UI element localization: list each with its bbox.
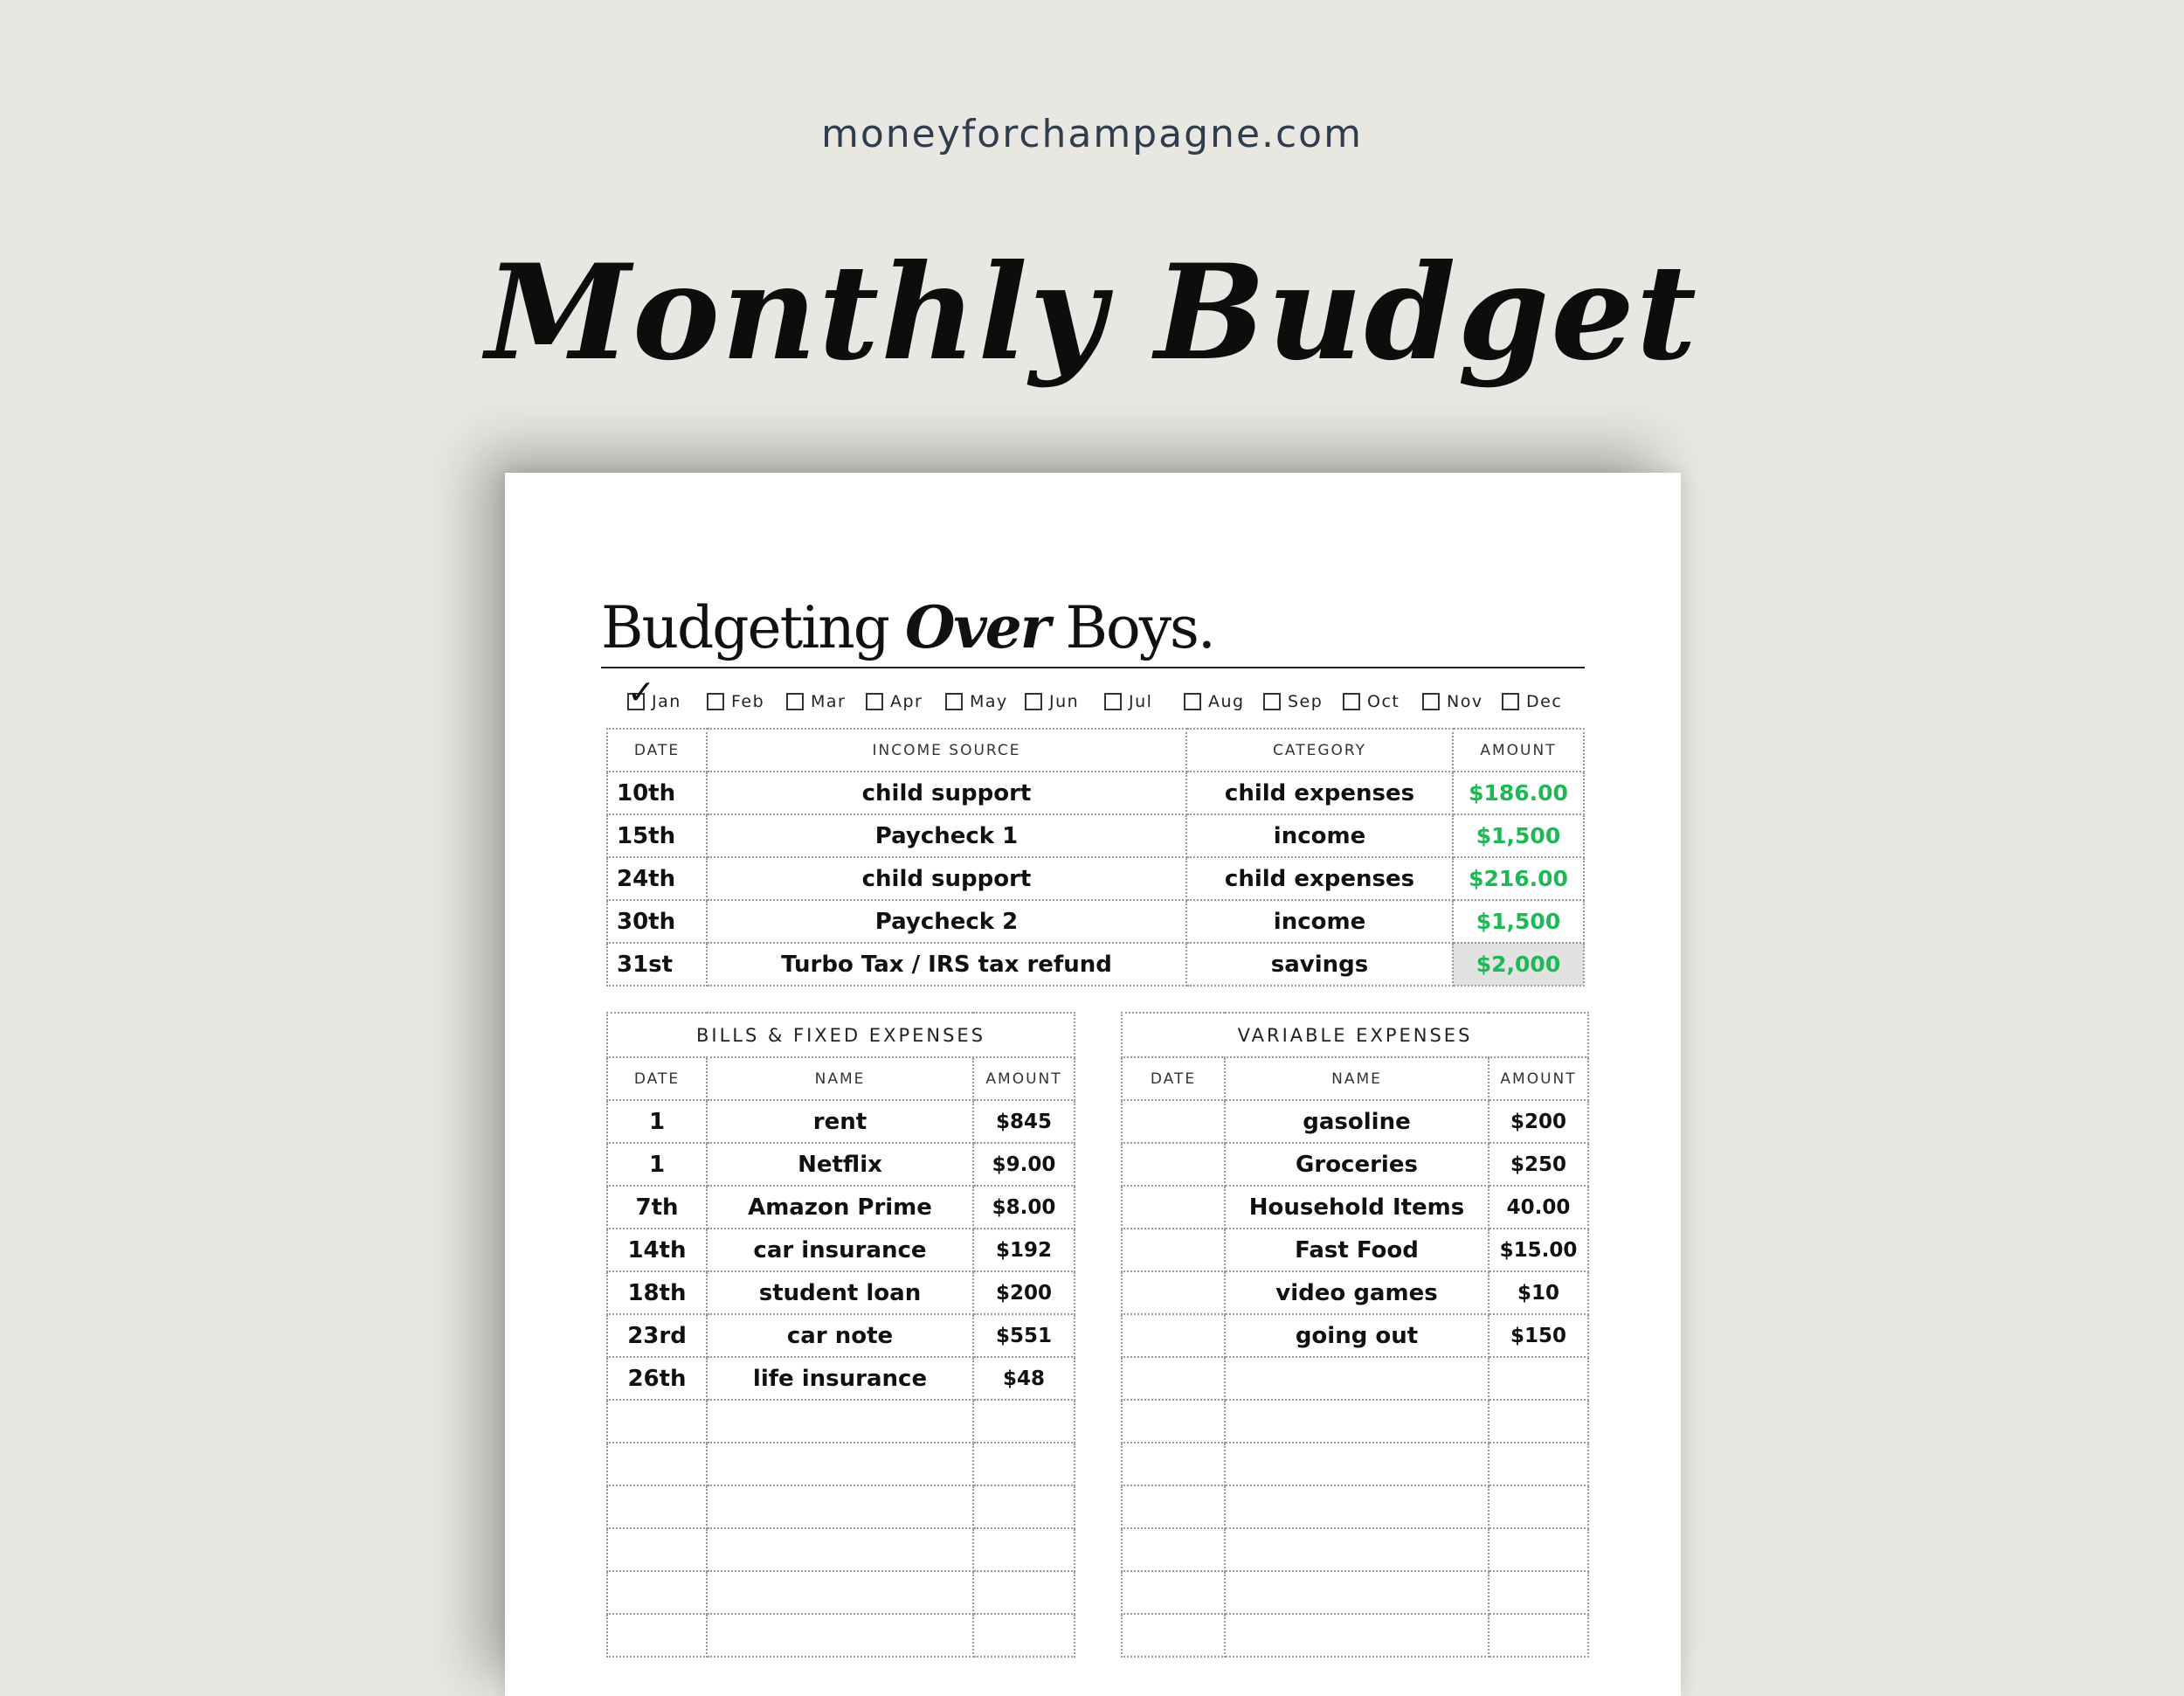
income-source-cell[interactable]: Paycheck 2	[707, 900, 1186, 943]
variable-amount-cell[interactable]	[1489, 1571, 1588, 1614]
variable-name-cell[interactable]: going out	[1225, 1314, 1489, 1357]
income-row	[607, 814, 1584, 857]
variable-row	[1122, 1400, 1588, 1443]
bills-name-cell[interactable]: life insurance	[707, 1357, 973, 1400]
bills-amount-cell[interactable]: $551	[973, 1314, 1075, 1357]
bills-row	[607, 1614, 1075, 1657]
income-amount-cell[interactable]: $1,500	[1453, 814, 1584, 857]
month-label: Feb	[731, 692, 765, 711]
bills-date-cell[interactable]	[607, 1443, 707, 1485]
variable-amount-cell[interactable]	[1489, 1528, 1588, 1571]
bills-name-cell[interactable]	[707, 1485, 973, 1528]
variable-row	[1122, 1528, 1588, 1571]
income-table	[606, 728, 1585, 986]
variable-amount-cell[interactable]: $150	[1489, 1314, 1588, 1357]
bills-date-cell[interactable]: 7th	[607, 1186, 707, 1229]
bills-date-header: DATE	[607, 1057, 707, 1100]
variable-date-cell[interactable]	[1122, 1100, 1225, 1143]
month-checkbox[interactable]	[1184, 693, 1201, 710]
variable-name-cell[interactable]: Fast Food	[1225, 1229, 1489, 1271]
bills-row	[607, 1314, 1075, 1357]
variable-amount-cell[interactable]	[1489, 1485, 1588, 1528]
bills-row	[607, 1571, 1075, 1614]
bills-name-cell[interactable]: car note	[707, 1314, 973, 1357]
month-jun[interactable]	[1025, 686, 1079, 717]
month-aug[interactable]	[1184, 686, 1245, 717]
variable-row	[1122, 1186, 1588, 1229]
variable-date-cell[interactable]	[1122, 1314, 1225, 1357]
bills-name-cell[interactable]	[707, 1571, 973, 1614]
month-apr[interactable]	[866, 686, 923, 717]
income-category-cell[interactable]: child expenses	[1186, 857, 1453, 900]
month-label: Oct	[1367, 692, 1400, 711]
bills-date-cell[interactable]: 1	[607, 1143, 707, 1186]
month-may[interactable]	[945, 686, 1008, 717]
income-category-cell[interactable]: income	[1186, 900, 1453, 943]
bills-amount-cell[interactable]: $200	[973, 1271, 1075, 1314]
bills-row	[607, 1400, 1075, 1443]
variable-name-cell[interactable]	[1225, 1528, 1489, 1571]
income-date-cell[interactable]: 15th	[607, 814, 707, 857]
bills-name-header: NAME	[707, 1057, 973, 1100]
bills-amount-cell[interactable]	[973, 1528, 1075, 1571]
income-source-cell[interactable]: child support	[707, 772, 1186, 814]
budget-sheet	[505, 473, 1681, 1696]
bills-date-cell[interactable]	[607, 1528, 707, 1571]
month-feb[interactable]	[707, 686, 764, 717]
month-label: Jun	[1049, 692, 1080, 711]
bills-amount-header: AMOUNT	[973, 1057, 1075, 1100]
bills-amount-cell[interactable]	[973, 1400, 1075, 1443]
income-source-cell[interactable]: Turbo Tax / IRS tax refund	[707, 943, 1186, 986]
month-label: Jul	[1129, 692, 1153, 711]
income-source-cell[interactable]: child support	[707, 857, 1186, 900]
variable-row	[1122, 1100, 1588, 1143]
bills-date-cell[interactable]: 1	[607, 1100, 707, 1143]
income-amount-cell[interactable]: $1,500	[1453, 900, 1584, 943]
variable-row	[1122, 1229, 1588, 1271]
month-mar[interactable]	[786, 686, 846, 717]
bills-amount-cell[interactable]	[973, 1614, 1075, 1657]
month-nov[interactable]	[1422, 686, 1483, 717]
variable-date-cell[interactable]	[1122, 1443, 1225, 1485]
variable-row	[1122, 1271, 1588, 1314]
month-checkbox[interactable]	[627, 673, 657, 711]
month-label: Dec	[1526, 692, 1563, 711]
variable-row	[1122, 1314, 1588, 1357]
variable-amount-cell[interactable]: 40.00	[1489, 1186, 1588, 1229]
variable-row	[1122, 1143, 1588, 1186]
bills-date-cell[interactable]: 14th	[607, 1229, 707, 1271]
title-divider	[601, 667, 1585, 668]
variable-date-cell[interactable]	[1122, 1143, 1225, 1186]
income-date-cell[interactable]: 10th	[607, 772, 707, 814]
variable-date-cell[interactable]	[1122, 1485, 1225, 1528]
income-source-cell[interactable]: Paycheck 1	[707, 814, 1186, 857]
variable-amount-cell[interactable]	[1489, 1443, 1588, 1485]
variable-date-cell[interactable]	[1122, 1528, 1225, 1571]
variable-amount-cell[interactable]	[1489, 1614, 1588, 1657]
variable-date-cell[interactable]	[1122, 1229, 1225, 1271]
variable-amount-cell[interactable]: $200	[1489, 1100, 1588, 1143]
month-checkbox[interactable]	[1263, 693, 1281, 710]
bills-amount-cell[interactable]: $192	[973, 1229, 1075, 1271]
bills-name-cell[interactable]: car insurance	[707, 1229, 973, 1271]
month-oct[interactable]	[1343, 686, 1400, 717]
income-row	[607, 900, 1584, 943]
variable-name-cell[interactable]	[1225, 1571, 1489, 1614]
month-checkbox[interactable]	[786, 693, 804, 710]
income-amount-cell[interactable]: $2,000	[1453, 943, 1584, 986]
bills-name-cell[interactable]: Netflix	[707, 1143, 973, 1186]
sheet-title-pre: Budgeting	[601, 594, 905, 661]
variable-name-cell[interactable]	[1225, 1357, 1489, 1400]
bills-row	[607, 1100, 1075, 1143]
bills-date-cell[interactable]	[607, 1485, 707, 1528]
bills-amount-cell[interactable]: $9.00	[973, 1143, 1075, 1186]
bills-row	[607, 1186, 1075, 1229]
month-jan[interactable]	[627, 673, 681, 717]
bills-row	[607, 1271, 1075, 1314]
variable-row	[1122, 1614, 1588, 1657]
month-jul[interactable]	[1104, 686, 1152, 717]
variable-name-cell[interactable]: Groceries	[1225, 1143, 1489, 1186]
month-checkbox[interactable]	[1502, 693, 1519, 710]
month-checkbox[interactable]	[1343, 693, 1360, 710]
variable-row	[1122, 1443, 1588, 1485]
variable-row	[1122, 1357, 1588, 1400]
variable-name-header: NAME	[1225, 1057, 1489, 1100]
bills-date-cell[interactable]: 18th	[607, 1271, 707, 1314]
bills-name-cell[interactable]: Amazon Prime	[707, 1186, 973, 1229]
income-date-header: DATE	[607, 729, 707, 772]
variable-amount-cell[interactable]	[1489, 1400, 1588, 1443]
bills-row	[607, 1528, 1075, 1571]
bills-name-cell[interactable]: student loan	[707, 1271, 973, 1314]
bills-row	[607, 1443, 1075, 1485]
income-category-header: CATEGORY	[1186, 729, 1453, 772]
variable-date-cell[interactable]	[1122, 1614, 1225, 1657]
month-checkbox[interactable]	[1025, 693, 1042, 710]
variable-expenses-table	[1121, 1012, 1589, 1658]
bills-date-cell[interactable]: 26th	[607, 1357, 707, 1400]
bills-amount-cell[interactable]	[973, 1443, 1075, 1485]
month-checkbox[interactable]	[1104, 693, 1122, 710]
bills-caption: BILLS & FIXED EXPENSES	[607, 1013, 1075, 1057]
bills-amount-cell[interactable]	[973, 1571, 1075, 1614]
variable-date-cell[interactable]	[1122, 1186, 1225, 1229]
bills-amount-cell[interactable]: $48	[973, 1357, 1075, 1400]
variable-amount-cell[interactable]: $250	[1489, 1143, 1588, 1186]
variable-name-cell[interactable]	[1225, 1485, 1489, 1528]
site-url: moneyforchampagne.com	[821, 112, 1363, 156]
month-label: Nov	[1447, 692, 1483, 711]
month-checkbox[interactable]	[945, 693, 963, 710]
month-label: Sep	[1288, 692, 1324, 711]
bills-name-cell[interactable]: rent	[707, 1100, 973, 1143]
bills-name-cell[interactable]	[707, 1528, 973, 1571]
bills-name-cell[interactable]	[707, 1443, 973, 1485]
income-amount-cell[interactable]: $216.00	[1453, 857, 1584, 900]
sheet-title	[601, 593, 1214, 661]
checkmark-icon: ✓	[627, 673, 657, 711]
variable-name-cell[interactable]: video games	[1225, 1271, 1489, 1314]
month-label: Aug	[1208, 692, 1245, 711]
income-category-cell[interactable]: income	[1186, 814, 1453, 857]
variable-amount-cell[interactable]: $10	[1489, 1271, 1588, 1314]
variable-date-header: DATE	[1122, 1057, 1225, 1100]
variable-name-cell[interactable]: gasoline	[1225, 1100, 1489, 1143]
month-checkbox[interactable]	[866, 693, 883, 710]
month-dec[interactable]	[1502, 686, 1562, 717]
month-label: Apr	[890, 692, 923, 711]
month-sep[interactable]	[1263, 686, 1323, 717]
bills-name-cell[interactable]	[707, 1614, 973, 1657]
bills-row	[607, 1143, 1075, 1186]
income-header-row	[607, 729, 1584, 772]
month-checkbox[interactable]	[1422, 693, 1440, 710]
bills-date-cell[interactable]	[607, 1571, 707, 1614]
bills-row	[607, 1357, 1075, 1400]
bills-fixed-expenses-table	[606, 1012, 1075, 1658]
sheet-title-post: Boys.	[1048, 594, 1214, 661]
variable-amount-cell[interactable]: $15.00	[1489, 1229, 1588, 1271]
variable-row	[1122, 1571, 1588, 1614]
income-row	[607, 772, 1584, 814]
bills-date-cell[interactable]	[607, 1614, 707, 1657]
variable-amount-header: AMOUNT	[1489, 1057, 1588, 1100]
variable-date-cell[interactable]	[1122, 1400, 1225, 1443]
bills-date-cell[interactable]	[607, 1400, 707, 1443]
income-row	[607, 943, 1584, 986]
bills-amount-cell[interactable]: $845	[973, 1100, 1075, 1143]
income-row	[607, 857, 1584, 900]
income-amount-cell[interactable]: $186.00	[1453, 772, 1584, 814]
variable-caption: VARIABLE EXPENSES	[1122, 1013, 1588, 1057]
sheet-title-emphasis: Over	[904, 593, 1049, 661]
variable-row	[1122, 1485, 1588, 1528]
month-label: Mar	[811, 692, 847, 711]
income-date-cell[interactable]: 31st	[607, 943, 707, 986]
bills-name-cell[interactable]	[707, 1400, 973, 1443]
income-amount-header: AMOUNT	[1453, 729, 1584, 772]
variable-amount-cell[interactable]	[1489, 1357, 1588, 1400]
bills-amount-cell[interactable]	[973, 1485, 1075, 1528]
variable-name-cell[interactable]	[1225, 1614, 1489, 1657]
bills-date-cell[interactable]: 23rd	[607, 1314, 707, 1357]
month-label: Jan	[652, 692, 681, 711]
income-category-cell[interactable]: child expenses	[1186, 772, 1453, 814]
bills-row	[607, 1485, 1075, 1528]
month-label: May	[970, 692, 1008, 711]
variable-name-cell[interactable]	[1225, 1443, 1489, 1485]
income-category-cell[interactable]: savings	[1186, 943, 1453, 986]
month-checkbox[interactable]	[707, 693, 724, 710]
variable-name-cell[interactable]: Household Items	[1225, 1186, 1489, 1229]
income-source-header: INCOME SOURCE	[707, 729, 1186, 772]
variable-date-cell[interactable]	[1122, 1271, 1225, 1314]
variable-date-cell[interactable]	[1122, 1571, 1225, 1614]
income-date-cell[interactable]: 30th	[607, 900, 707, 943]
variable-date-cell[interactable]	[1122, 1357, 1225, 1400]
main-title: Monthly Budget	[485, 236, 1699, 390]
variable-name-cell[interactable]	[1225, 1400, 1489, 1443]
income-date-cell[interactable]: 24th	[607, 857, 707, 900]
month-checklist	[627, 673, 1597, 717]
bills-amount-cell[interactable]: $8.00	[973, 1186, 1075, 1229]
bills-row	[607, 1229, 1075, 1271]
